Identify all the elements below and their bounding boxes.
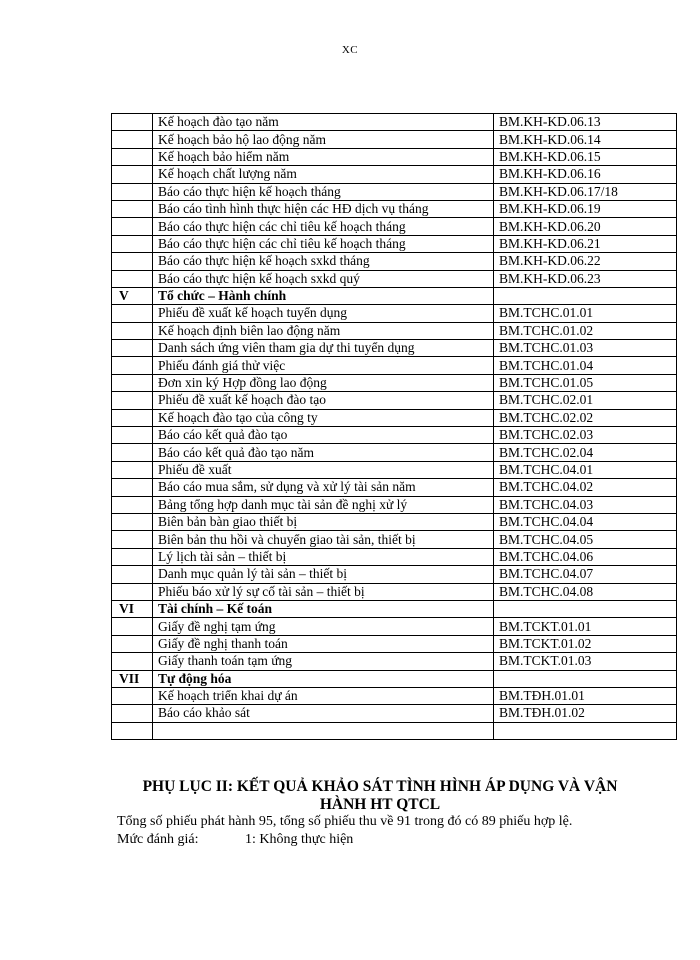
row-number-cell [112, 131, 153, 148]
form-code-cell: BM.TCHC.02.02 [494, 409, 677, 426]
form-code-cell [494, 722, 677, 739]
table-row [112, 583, 677, 600]
table-row [112, 183, 677, 200]
form-name-cell: Kế hoạch đào tạo năm [153, 114, 494, 131]
row-number-cell [112, 322, 153, 339]
form-code-cell [494, 600, 677, 617]
form-code-cell: BM.TCKT.01.01 [494, 618, 677, 635]
form-code-cell: BM.TCHC.01.02 [494, 322, 677, 339]
form-name-cell: Biên bản bàn giao thiết bị [153, 513, 494, 530]
row-number-cell [112, 253, 153, 270]
form-code-cell: BM.TCHC.01.05 [494, 374, 677, 391]
row-number-cell [112, 687, 153, 704]
table-row [112, 496, 677, 513]
form-name-cell: Giấy đề nghị thanh toán [153, 635, 494, 652]
table-row [112, 131, 677, 148]
form-code-cell: BM.TCHC.04.07 [494, 566, 677, 583]
row-number-cell [112, 513, 153, 530]
form-name-cell: Báo cáo thực hiện kế hoạch sxkd quý [153, 270, 494, 287]
table-row [112, 270, 677, 287]
row-number-cell [112, 183, 153, 200]
row-number-cell [112, 235, 153, 252]
row-number-cell [112, 270, 153, 287]
form-code-cell: BM.KH-KD.06.14 [494, 131, 677, 148]
table-row [112, 218, 677, 235]
row-number-cell [112, 357, 153, 374]
table-row [112, 513, 677, 530]
form-code-cell: BM.KH-KD.06.22 [494, 253, 677, 270]
form-name-cell: Lý lịch tài sản – thiết bị [153, 548, 494, 565]
table-row [112, 444, 677, 461]
form-code-cell: BM.TCHC.01.01 [494, 305, 677, 322]
table-row [112, 200, 677, 217]
table-row [112, 427, 677, 444]
form-code-cell: BM.TCHC.04.02 [494, 479, 677, 496]
row-number-cell [112, 148, 153, 165]
form-code-cell: BM.TCHC.04.06 [494, 548, 677, 565]
row-number-cell [112, 444, 153, 461]
form-name-cell: Bảng tổng hợp danh mục tài sản đề nghị xử lý [153, 496, 494, 513]
row-number-cell [112, 392, 153, 409]
table-row [112, 340, 677, 357]
table-row [112, 461, 677, 478]
row-number-cell: VI [112, 600, 153, 617]
table-row [112, 374, 677, 391]
form-code-cell: BM.TCHC.04.05 [494, 531, 677, 548]
form-name-cell: Biên bản thu hồi và chuyển giao tài sản, thiết bị [153, 531, 494, 548]
table-row [112, 635, 677, 652]
form-name-cell: Giấy thanh toán tạm ứng [153, 653, 494, 670]
form-code-cell: BM.KH-KD.06.20 [494, 218, 677, 235]
row-number-cell [112, 635, 153, 652]
row-number-cell [112, 461, 153, 478]
table-row [112, 114, 677, 131]
form-name-cell: Báo cáo kết quả đào tạo [153, 427, 494, 444]
page-header: XC [341, 44, 359, 56]
section-row [112, 600, 677, 617]
form-name-cell: Danh sách ứng viên tham gia dự thi tuyển dụng [153, 340, 494, 357]
row-number-cell [112, 479, 153, 496]
table-row [112, 548, 677, 565]
form-name-cell: Báo cáo thực hiện kế hoạch sxkd tháng [153, 253, 494, 270]
form-name-cell: Kế hoạch đào tạo của công ty [153, 409, 494, 426]
rating-label: Mức đánh giá: [117, 832, 199, 847]
form-code-cell: BM.TĐH.01.02 [494, 705, 677, 722]
section-row [112, 670, 677, 687]
form-code-cell: BM.KH-KD.06.21 [494, 235, 677, 252]
form-code-cell: BM.KH-KD.06.17/18 [494, 183, 677, 200]
row-number-cell [112, 496, 153, 513]
form-name-cell: Phiếu đề xuất [153, 461, 494, 478]
form-code-cell: BM.TCHC.02.01 [494, 392, 677, 409]
form-code-cell: BM.KH-KD.06.15 [494, 148, 677, 165]
forms-table [111, 113, 677, 740]
form-name-cell: Đơn xin ký Hợp đồng lao động [153, 374, 494, 391]
form-code-cell: BM.KH-KD.06.23 [494, 270, 677, 287]
form-code-cell: BM.TCHC.04.08 [494, 583, 677, 600]
form-name-cell: Báo cáo tình hình thực hiện các HĐ dịch vụ tháng [153, 200, 494, 217]
form-name-cell: Giấy đề nghị tạm ứng [153, 618, 494, 635]
form-code-cell [494, 287, 677, 304]
forms-table-body [112, 114, 677, 740]
row-number-cell [112, 409, 153, 426]
appendix-title [100, 778, 660, 814]
survey-summary: Tổng số phiếu phát hành 95, tổng số phiếu thu về 91 trong đó có 89 phiếu hợp lệ. [117, 814, 573, 829]
table-row [112, 235, 677, 252]
form-name-cell: Tài chính – Kế toán [153, 600, 494, 617]
table-row [112, 705, 677, 722]
form-name-cell: Báo cáo thực hiện các chỉ tiêu kế hoạch tháng [153, 235, 494, 252]
form-name-cell: Kế hoạch triển khai dự án [153, 687, 494, 704]
form-name-cell: Tổ chức – Hành chính [153, 287, 494, 304]
table-row [112, 305, 677, 322]
appendix-title-line-1: PHỤ LỤC II: KẾT QUẢ KHẢO SÁT TÌNH HÌNH ÁP DỤNG VÀ VẬN [142, 778, 618, 795]
form-name-cell: Kế hoạch bảo hiểm năm [153, 148, 494, 165]
rating-line [117, 832, 353, 848]
row-number-cell [112, 114, 153, 131]
form-code-cell: BM.KH-KD.06.19 [494, 200, 677, 217]
form-name-cell: Phiếu đánh giá thử việc [153, 357, 494, 374]
table-row [112, 148, 677, 165]
table-row [112, 322, 677, 339]
table-row [112, 409, 677, 426]
table-row [112, 722, 677, 739]
row-number-cell [112, 705, 153, 722]
rating-value: 1: Không thực hiện [245, 832, 354, 847]
appendix-title-line-2: HÀNH HT QTCL [319, 796, 441, 813]
form-name-cell [153, 722, 494, 739]
form-name-cell: Báo cáo khảo sát [153, 705, 494, 722]
table-row [112, 253, 677, 270]
row-number-cell [112, 548, 153, 565]
form-code-cell: BM.TCKT.01.03 [494, 653, 677, 670]
form-name-cell: Danh mục quản lý tài sản – thiết bị [153, 566, 494, 583]
row-number-cell [112, 340, 153, 357]
form-code-cell: BM.TCHC.02.04 [494, 444, 677, 461]
form-name-cell: Báo cáo mua sắm, sử dụng và xử lý tài sản năm [153, 479, 494, 496]
table-row [112, 653, 677, 670]
row-number-cell [112, 305, 153, 322]
form-name-cell: Tự động hóa [153, 670, 494, 687]
form-code-cell: BM.TĐH.01.01 [494, 687, 677, 704]
row-number-cell [112, 722, 153, 739]
row-number-cell [112, 166, 153, 183]
table-row [112, 687, 677, 704]
form-name-cell: Kế hoạch bảo hộ lao động năm [153, 131, 494, 148]
form-name-cell: Báo cáo thực hiện các chỉ tiêu kế hoạch tháng [153, 218, 494, 235]
table-row [112, 531, 677, 548]
form-name-cell: Phiếu đề xuất kế hoạch tuyển dụng [153, 305, 494, 322]
form-code-cell: BM.TCHC.04.01 [494, 461, 677, 478]
table-row [112, 479, 677, 496]
table-row [112, 357, 677, 374]
table-row [112, 166, 677, 183]
form-name-cell: Phiếu báo xử lý sự cố tài sản – thiết bị [153, 583, 494, 600]
form-code-cell [494, 670, 677, 687]
row-number-cell [112, 618, 153, 635]
form-code-cell: BM.TCHC.01.04 [494, 357, 677, 374]
row-number-cell: V [112, 287, 153, 304]
form-code-cell: BM.TCKT.01.02 [494, 635, 677, 652]
form-name-cell: Báo cáo thực hiện kế hoạch tháng [153, 183, 494, 200]
form-code-cell: BM.KH-KD.06.13 [494, 114, 677, 131]
row-number-cell [112, 583, 153, 600]
section-row [112, 287, 677, 304]
row-number-cell [112, 566, 153, 583]
form-code-cell: BM.TCHC.01.03 [494, 340, 677, 357]
form-code-cell: BM.TCHC.04.03 [494, 496, 677, 513]
row-number-cell [112, 427, 153, 444]
row-number-cell [112, 531, 153, 548]
row-number-cell: VII [112, 670, 153, 687]
table-row [112, 618, 677, 635]
form-code-cell: BM.TCHC.02.03 [494, 427, 677, 444]
form-name-cell: Kế hoạch định biên lao động năm [153, 322, 494, 339]
row-number-cell [112, 374, 153, 391]
form-name-cell: Kế hoạch chất lượng năm [153, 166, 494, 183]
table-row [112, 566, 677, 583]
row-number-cell [112, 653, 153, 670]
form-name-cell: Báo cáo kết quả đào tạo năm [153, 444, 494, 461]
row-number-cell [112, 200, 153, 217]
form-code-cell: BM.KH-KD.06.16 [494, 166, 677, 183]
form-name-cell: Phiếu đề xuất kế hoạch đào tạo [153, 392, 494, 409]
row-number-cell [112, 218, 153, 235]
form-code-cell: BM.TCHC.04.04 [494, 513, 677, 530]
table-row [112, 392, 677, 409]
